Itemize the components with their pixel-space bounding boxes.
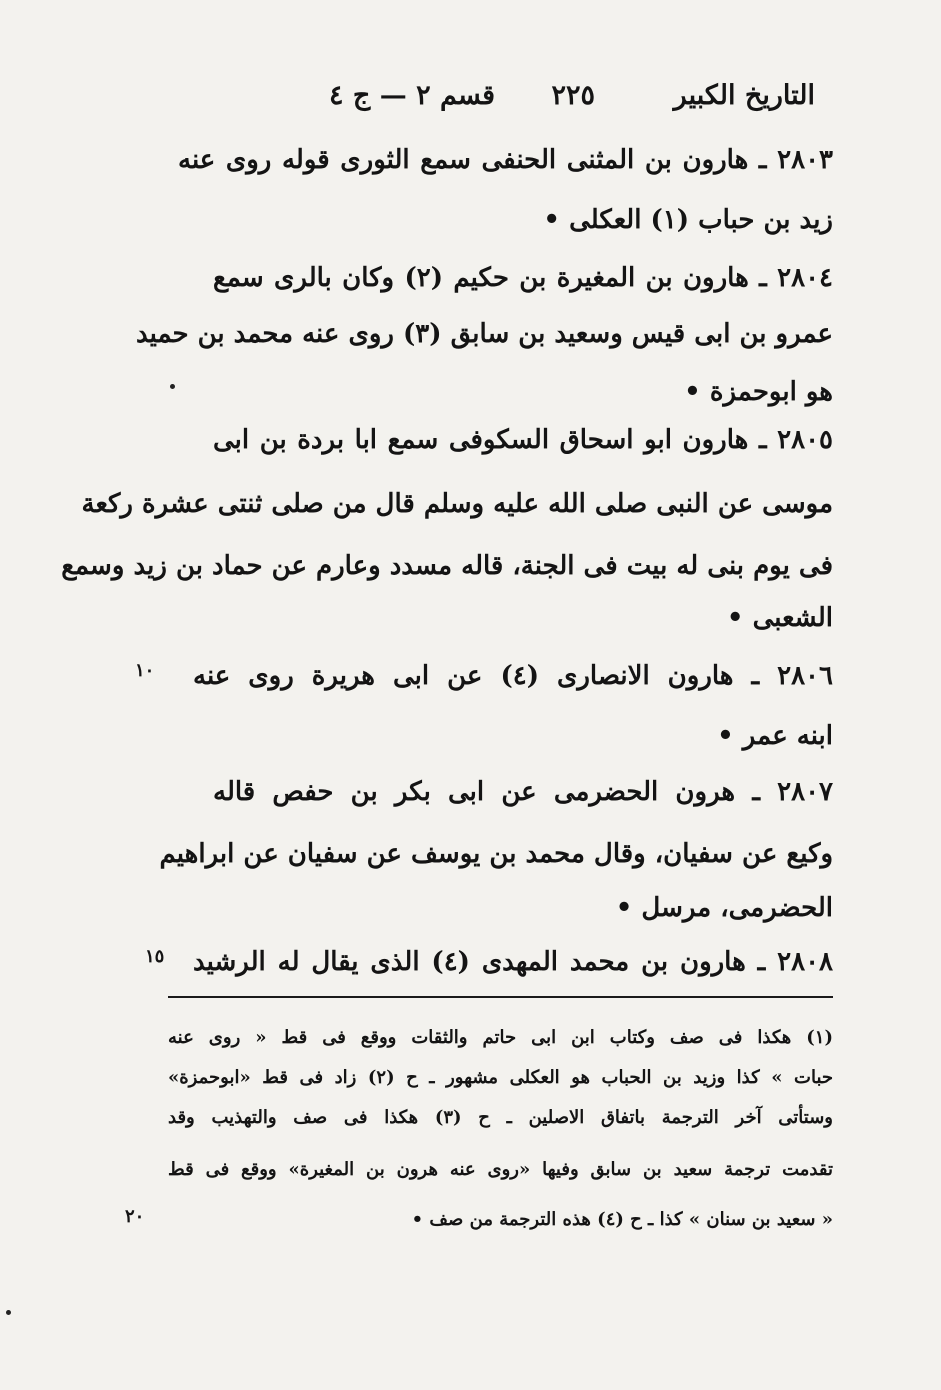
entry-2806-line-1: ٢٨٠٦ ـ هارون الانصارى (٤) عن ابى هريرة روى عنه	[193, 661, 833, 691]
scan-speck	[6, 1310, 11, 1315]
entry-2804-line-1: ٢٨٠٤ ـ هارون بن المغيرة بن حكيم (٢) وكان بالرى سمع	[213, 263, 833, 293]
volume-label: قسم ٢ — ج ٤	[328, 80, 495, 111]
footnote-line-2: حبات » كذا وزيد بن الحباب هو العكلى مشهور ـ ح (٢) زاد فى قط «ابوحمزة»	[168, 1067, 834, 1088]
margin-line-number-20: ٢٠	[125, 1206, 145, 1227]
margin-line-number-15: ١٥	[145, 946, 165, 967]
entry-2807-line-3: الحضرمى، مرسل •	[615, 893, 833, 923]
footnote-line-1: (١) هكذا فى صف وكتاب ابن ابى حاتم والثقات ووقع فى قط « روى عنه	[168, 1027, 833, 1048]
entry-2805-line-2: موسى عن النبى صلى الله عليه وسلم قال من صلى ثنتى عشرة ركعة	[81, 489, 833, 519]
entry-2807-line-2: وكيع عن سفيان، وقال محمد بن يوسف عن سفيان عن ابراهيم	[159, 839, 833, 869]
book-title: التاريخ الكبير	[673, 80, 815, 111]
entry-2805-line-4: الشعبى •	[726, 603, 833, 633]
running-header	[230, 80, 815, 130]
footnote-line-3: وستأتى آخر الترجمة باتفاق الاصلين ـ ح (٣) هكذا فى صف والتهذيب وقد	[168, 1107, 833, 1128]
entry-2805-line-3: فى يوم بنى له بيت فى الجنة، قاله مسدد وعارم عن حماد بن زيد وسمع	[61, 551, 833, 581]
entry-2805-line-1: ٢٨٠٥ ـ هارون ابو اسحاق السكوفى سمع ابا بردة بن ابى	[213, 425, 833, 455]
entry-2807-line-1: ٢٨٠٧ ـ هرون الحضرمى عن ابى بكر بن حفص قاله	[213, 777, 833, 807]
footnote-line-5: « سعيد بن سنان » كذا ـ ح (٤) هذه الترجمة من صف •	[411, 1209, 833, 1230]
entry-2803-line-2: زيد بن حباب (١) العكلى •	[543, 205, 833, 235]
entry-2806-line-2: ابنه عمر •	[717, 721, 833, 751]
margin-line-number-10: ١٠	[135, 660, 155, 681]
footnote-line-4: تقدمت ترجمة سعيد بن سابق وفيها «روى عنه هرون بن المغيرة» ووقع فى قط	[168, 1159, 833, 1180]
footnote-separator	[168, 996, 833, 998]
entry-2804-line-2: عمرو بن ابى قيس وسعيد بن سابق (٣) روى عنه محمد بن حميد	[135, 319, 833, 349]
entry-2804-line-3: هو ابوحمزة •	[684, 377, 833, 407]
page-number: ٢٢٥	[551, 80, 595, 111]
scan-speck	[170, 384, 175, 389]
entry-2803-line-1: ٢٨٠٣ ـ هارون بن المثنى الحنفى سمع الثورى قوله روى عنه	[178, 145, 833, 175]
entry-2808-line-1: ٢٨٠٨ ـ هارون بن محمد المهدى (٤) الذى يقال له الرشيد	[193, 947, 833, 977]
